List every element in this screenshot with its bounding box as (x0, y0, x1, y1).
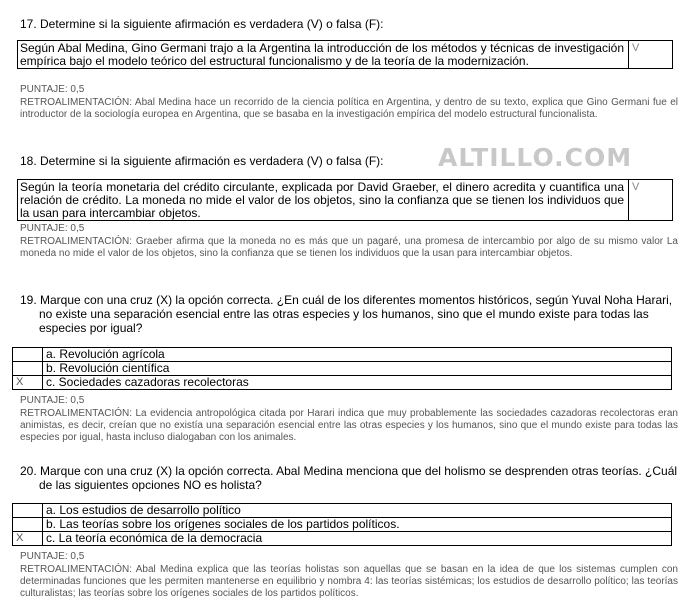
option-mark[interactable]: X (13, 376, 43, 390)
question-19-options (12, 347, 672, 390)
question-18-statement-box (17, 179, 673, 221)
question-18-title: 18. Determine si la siguiente afirmación es verdadera (V) o falsa (F): (20, 154, 384, 168)
question-17-feedback: RETROALIMENTACIÓN: Abal Medina hace un recorrido de la ciencia política en Argentina, y dentro de su texto, explica que Gino Germani fue el introductor de la sociología europea en Argentina, que se basaba en la investigación empírica del modelo estructural funcionalista. (20, 97, 678, 120)
option-label: c. La teoría económica de la democracia (43, 532, 672, 546)
question-17-score: PUNTAJE: 0,5 (20, 84, 85, 95)
option-row[interactable] (13, 532, 672, 546)
question-17-statement: Según Abal Medina, Gino Germani trajo a la Argentina la introducción de los métodos y técnicas de investigación empírica bajo el modelo teórico del estructural funcionalismo y de la teoría de la modernización. (18, 41, 629, 68)
option-row[interactable] (13, 376, 672, 390)
watermark: ALTILLO.COM (438, 143, 633, 172)
question-17-title: 17. Determine si la siguiente afirmación es verdadera (V) o falsa (F): (20, 17, 384, 31)
option-mark[interactable] (13, 348, 43, 362)
option-mark[interactable]: X (13, 532, 43, 546)
question-19-feedback: RETROALIMENTACIÓN: La evidencia antropológica citada por Harari indica que muy probablemente las sociedades cazadoras recolectoras eran animistas, es decir, creían que no existía una separación esencial entre las otras especies y los humanos, sino que el mundo existe para todas las especies por igual, hasta incluso dialogaban con los animales. (20, 408, 678, 443)
option-label: b. Revolución científica (43, 362, 672, 376)
option-row[interactable] (13, 504, 672, 518)
option-mark[interactable] (13, 504, 43, 518)
option-mark[interactable] (13, 362, 43, 376)
option-label: b. Las teorías sobre los orígenes sociales de los partidos políticos. (43, 518, 672, 532)
question-18-score: PUNTAJE: 0,5 (20, 223, 85, 234)
question-20-title: 20. Marque con una cruz (X) la opción correcta. Abal Medina menciona que del holismo se desprenden otras teorías. ¿Cuál de las siguientes opciones NO es holista? (20, 464, 678, 492)
option-label: a. Los estudios de desarrollo político (43, 504, 672, 518)
question-20-score: PUNTAJE: 0,5 (20, 551, 85, 562)
question-19-score: PUNTAJE: 0,5 (20, 395, 85, 406)
option-row[interactable] (13, 348, 672, 362)
question-18-statement: Según la teoría monetaria del crédito circulante, explicada por David Graeber, el dinero acredita y cuantifica una relación de crédito. La moneda no mide el valor de los objetos, sino la confianza que se tienen los individuos que la usan para intercambiar objetos. (18, 180, 629, 220)
option-row[interactable] (13, 362, 672, 376)
option-mark[interactable] (13, 518, 43, 532)
question-19-title: 19. Marque con una cruz (X) la opción correcta. ¿En cuál de los diferentes momentos históricos, según Yuval Noha Harari, no existe una separación esencial entre las otras especies y los humanos, sino que el mundo existe para todas las especies por igual? (20, 293, 673, 335)
question-20-feedback: RETROALIMENTACIÓN: Abal Medina explica que las teorías holistas son aquellas que se basan en la idea de que los sistemas cumplen con determinadas funciones que les permiten mantenerse en equilibrio y nombra 4: las teorías sistémicas; los estudios de desarrollo político; las teorías culturalistas; las teorías sobre los orígenes sociales de los partidos políticos. (20, 564, 678, 599)
option-label: a. Revolución agrícola (43, 348, 672, 362)
option-row[interactable] (13, 518, 672, 532)
question-18-feedback: RETROALIMENTACIÓN: Graeber afirma que la moneda no es más que un pagaré, una promesa de intercambio por algo de su mismo valor La moneda no mide el valor de los objetos, sino la confianza que se tienen los individuos que la usan para intercambiar objetos. (20, 236, 678, 259)
question-17-statement-box (17, 40, 673, 69)
question-18-answer: V (632, 181, 640, 193)
question-20-options (12, 503, 672, 546)
question-17-answer: V (632, 42, 640, 54)
option-label: c. Sociedades cazadoras recolectoras (43, 376, 672, 390)
